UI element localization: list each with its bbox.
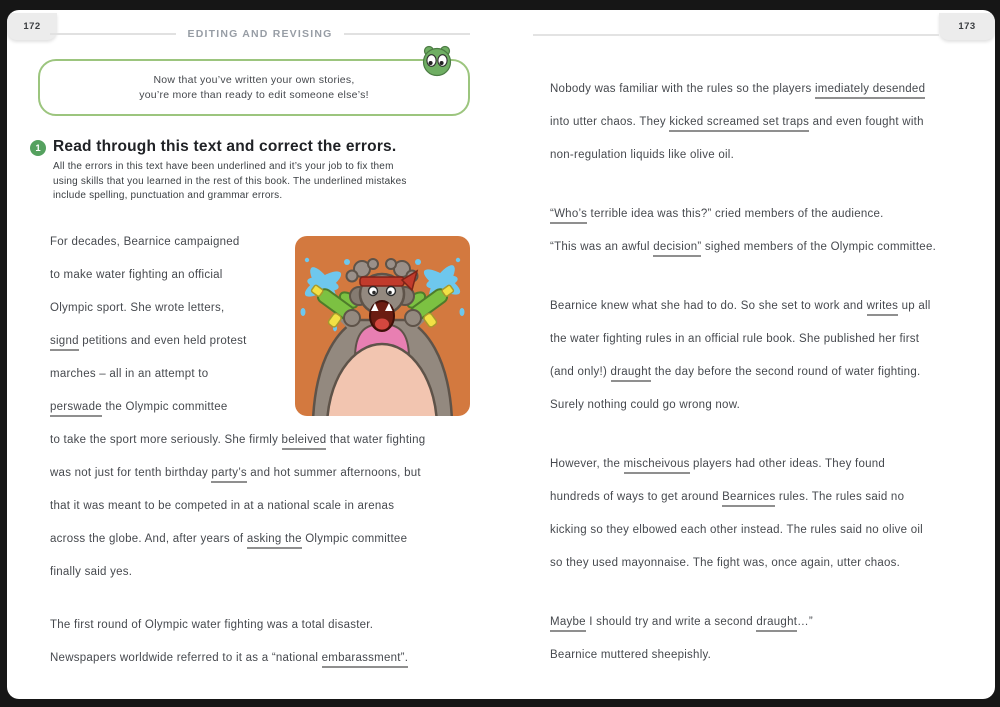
text-line [50, 457, 425, 490]
header-rule-left-segment [50, 33, 176, 35]
exercise-title: Read through this text and correct the errors. [53, 138, 397, 155]
text-segment: Olympic sport. She wrote letters, [50, 302, 225, 314]
story-paragraph [550, 448, 936, 580]
text-segment: that water fighting [326, 434, 426, 446]
text-line [550, 547, 936, 580]
text-segment: you’re more than ready to edit someone else’s! [139, 88, 369, 101]
underlined-error: kicked screamed set traps [669, 116, 809, 132]
text-line [550, 139, 936, 172]
text-line [50, 424, 425, 457]
book-spread [7, 10, 995, 699]
text-line [550, 514, 936, 547]
story-text-right [550, 73, 936, 672]
story-wide-block [50, 424, 425, 589]
illustration-bearnice-watergun [295, 236, 470, 416]
text-segment: into utter chaos. They [550, 116, 670, 128]
text-segment: “This was an awful [550, 241, 654, 253]
text-segment: However, the [550, 458, 624, 470]
text-line [50, 490, 425, 523]
text-segment: to take the sport more seriously. She firmly [50, 434, 282, 446]
text-segment: using skills that you learned in the rest of this book. The underlined mistakes [53, 175, 407, 187]
underlined-error: draught [611, 366, 652, 382]
text-segment: that it was meant to be competed in at a national scale in arenas [50, 500, 395, 512]
intro-speech-box [38, 59, 470, 116]
text-segment: …” [797, 616, 814, 628]
text-segment: I should try and write a second [585, 616, 757, 628]
text-segment: Bearnice knew what she had to do. So she set to work and [550, 300, 867, 312]
text-line [550, 481, 936, 514]
story-paragraph [550, 606, 936, 672]
text-line [50, 523, 425, 556]
text-segment: kicking so they elbowed each other instead. The rules said no olive oil [550, 524, 923, 536]
underlined-error: beleived [282, 434, 327, 450]
text-line [550, 389, 936, 422]
text-segment: Surely nothing could go wrong now. [550, 399, 741, 411]
text-line [50, 556, 425, 589]
header-rule-right-page [533, 34, 939, 36]
text-segment: the Olympic committee [101, 401, 228, 413]
text-segment: All the errors in this text have been underlined and it’s your job to fix them [53, 161, 394, 172]
text-line [550, 198, 936, 231]
text-line [550, 448, 936, 481]
text-segment: (and only!) [550, 366, 611, 378]
text-segment: was not just for tenth birthday [50, 467, 212, 479]
text-line [139, 88, 369, 103]
underlined-error: embarassment”. [322, 652, 409, 668]
text-line [550, 106, 936, 139]
text-segment: across the globe. And, after years of [50, 533, 247, 545]
text-segment: to make water fighting an official [50, 269, 223, 281]
text-segment: marches – all in an attempt to [50, 368, 209, 380]
underlined-error: mischeivous [624, 458, 690, 474]
underlined-error: signd [50, 335, 79, 351]
text-line [53, 160, 407, 175]
underlined-error: asking the [247, 533, 302, 549]
text-segment: The first round of Olympic water fighting was a total disaster. [50, 619, 374, 631]
text-segment: Newspapers worldwide referred to it as a “national [50, 652, 322, 664]
story-paragraph [550, 198, 936, 264]
exercise-number-badge [30, 140, 46, 156]
text-segment: rules. The rules said no [775, 491, 905, 503]
page-number: 173 [958, 21, 976, 32]
page-number-tab-173 [939, 13, 995, 40]
text-segment: Bearnice muttered sheepishly. [550, 649, 712, 661]
chapter-header [50, 28, 470, 40]
text-segment: the water fighting rules in an official rule book. She published her first [550, 333, 920, 345]
text-segment: For decades, Bearnice campaigned [50, 236, 240, 248]
text-line [53, 189, 407, 204]
text-segment: Olympic committee [301, 533, 408, 545]
text-line [550, 606, 936, 639]
text-segment: Now that you’ve written your own stories, [153, 73, 355, 86]
chapter-title: EDITING AND REVISING [187, 28, 333, 40]
header-rule-right-segment [344, 33, 470, 35]
story-closing-paragraph [50, 609, 425, 675]
underlined-error: imediately desended [815, 83, 925, 99]
text-line [153, 73, 354, 88]
text-segment: include spelling, punctuation and grammar errors. [53, 190, 283, 201]
text-line [53, 175, 407, 190]
text-segment: up all [898, 300, 931, 312]
text-segment: and hot summer afternoons, but [246, 467, 421, 479]
text-segment: sighed members of the Olympic committee. [701, 241, 937, 253]
text-segment: the day before the second round of water fighting. [651, 366, 921, 378]
story-paragraph [550, 73, 936, 172]
underlined-error: Bearnices [722, 491, 775, 507]
green-monster-mascot-icon [418, 43, 456, 81]
underlined-error: decision” [653, 241, 701, 257]
text-line [550, 231, 936, 264]
text-line [550, 323, 936, 356]
underlined-error: “Who’s [550, 208, 587, 224]
text-line [50, 642, 425, 675]
text-line [50, 609, 425, 642]
text-line [550, 639, 936, 672]
underlined-error: writes [867, 300, 899, 316]
text-line [550, 356, 936, 389]
text-segment: Nobody was familiar with the rules so the players [550, 83, 815, 95]
text-line [550, 290, 936, 323]
text-segment: finally said yes. [50, 566, 133, 578]
text-segment: hundreds of ways to get around [550, 491, 723, 503]
text-segment: terrible idea was this?” cried members of the audience. [587, 208, 884, 220]
text-segment: and even fought with [809, 116, 924, 128]
story-paragraph [550, 290, 936, 422]
text-segment: petitions and even held protest [78, 335, 247, 347]
page-number: 172 [23, 21, 41, 32]
underlined-error: Maybe [550, 616, 586, 632]
text-segment: non-regulation liquids like olive oil. [550, 149, 735, 161]
text-segment: so they used mayonnaise. The fight was, once again, utter chaos. [550, 557, 901, 569]
exercise-number-text: 1 [35, 142, 41, 154]
text-line [550, 73, 936, 106]
underlined-error: perswade [50, 401, 102, 417]
text-segment: players had other ideas. They found [689, 458, 886, 470]
exercise-description [53, 160, 407, 204]
underlined-error: draught [756, 616, 797, 632]
underlined-error: party’s [211, 467, 246, 483]
